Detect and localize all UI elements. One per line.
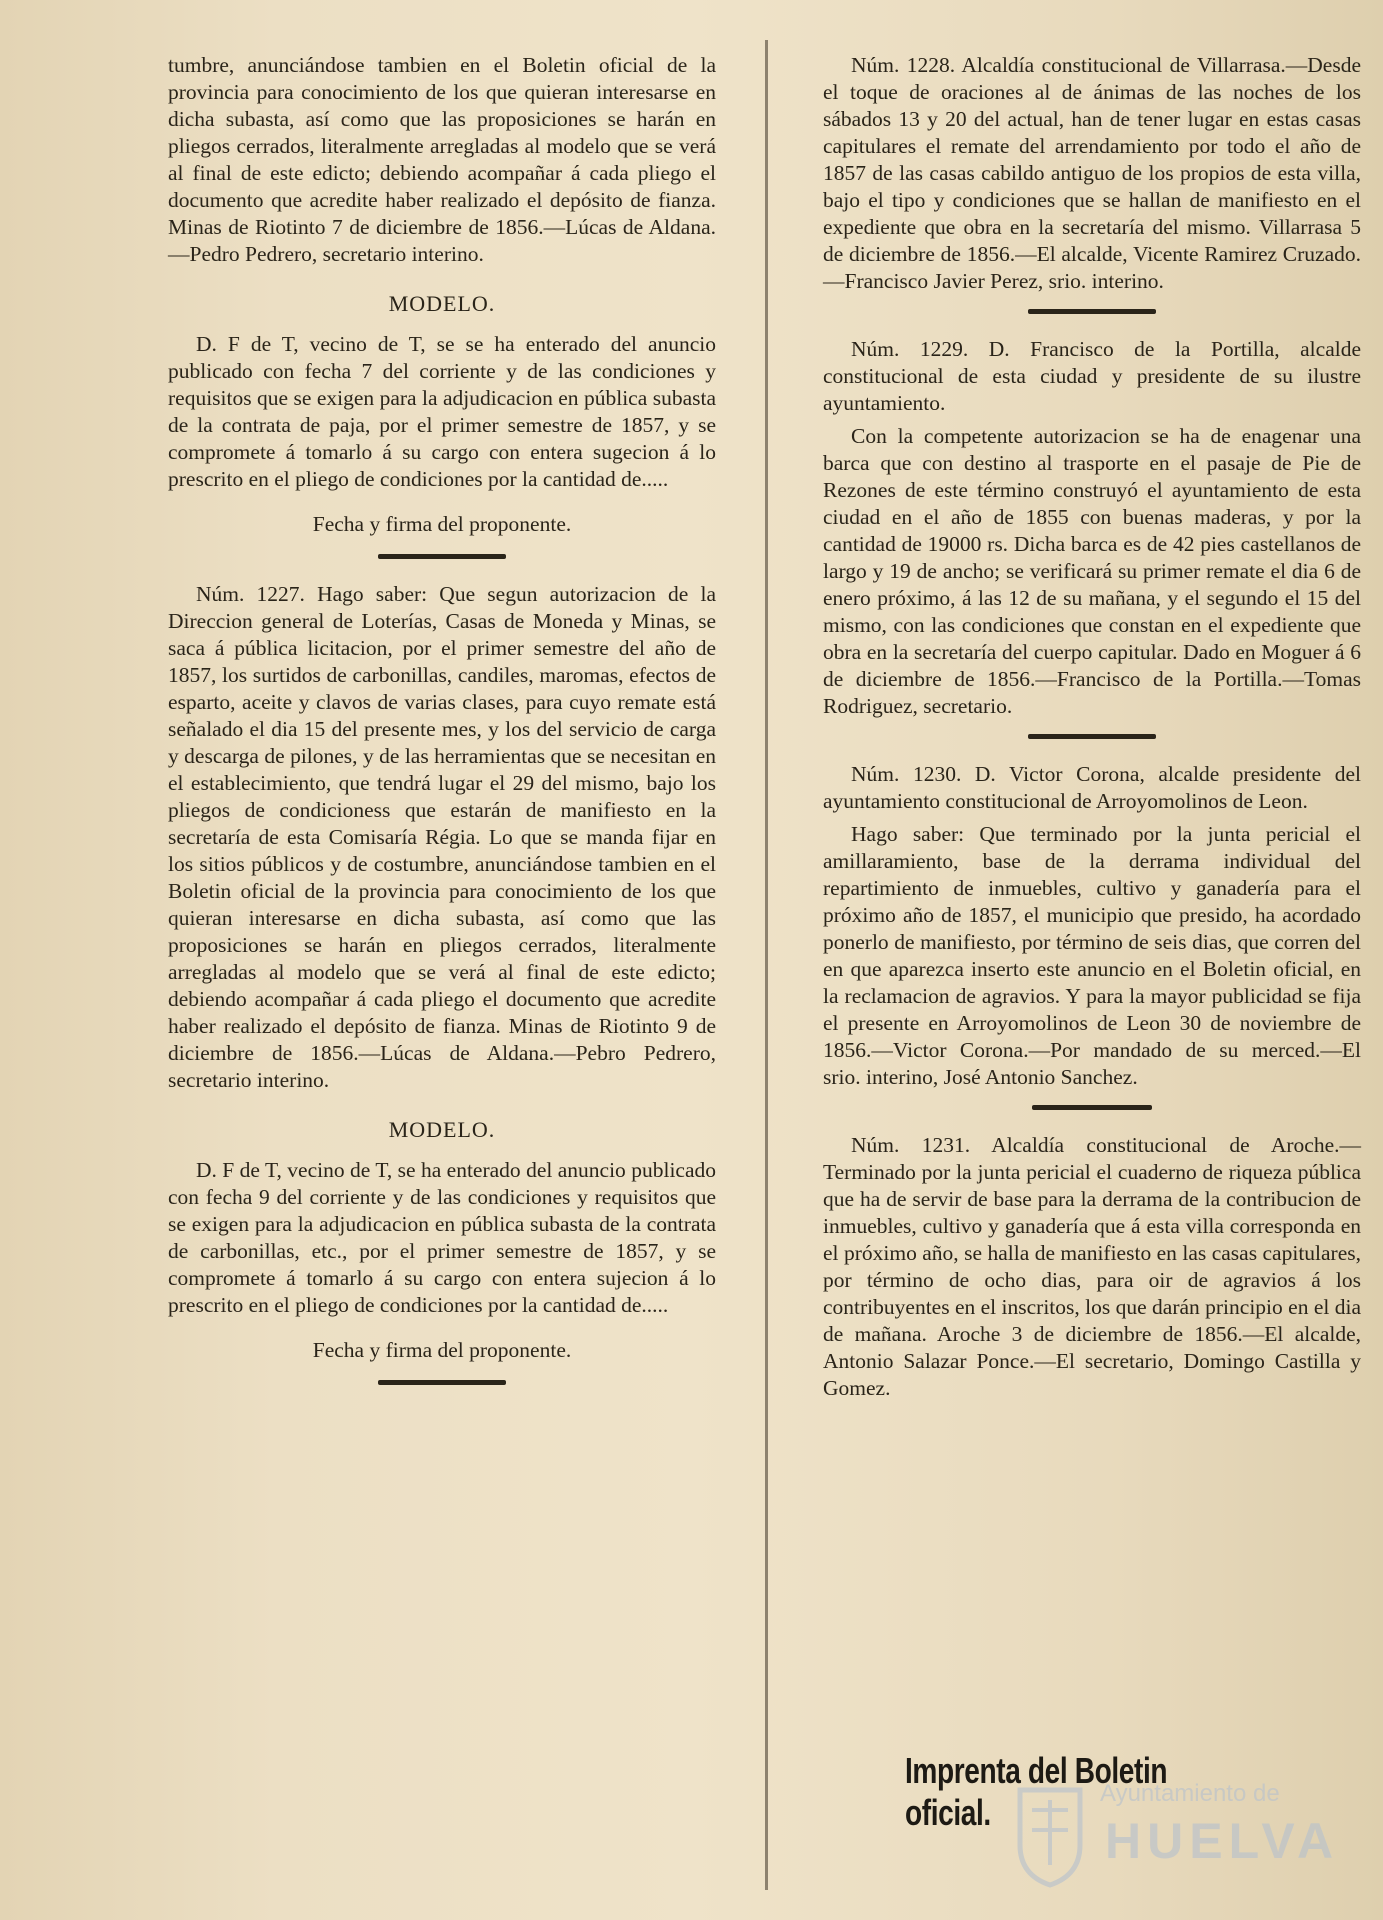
left-column — [168, 52, 716, 1407]
notice-1226-continuation: tumbre, anunciándose tambien en el Boletin oficial de la provincia para conocimiento de los que quieran interesarse en dicha subasta, así como que las proposiciones se harán en pliegos cerrados, literalmente arregladas al modelo que se verá al final de este edicto; debiendo acompañar á cada pliego el documento que acredite haber realizado el depósito de fianza. Minas de Riotinto 7 de diciembre de 1856.—Lúcas de Aldana.—Pedro Pedrero, secretario interino. — [168, 53, 716, 266]
notice-1228: Núm. 1228. Alcaldía constitucional de Villarrasa.—Desde el toque de oraciones al de ánimas de las noches de los sábados 13 y 20 del actual, han de tener lugar en estas casas capitulares el remate del arrendamiento por todo el año de 1857 de las casas cabildo antiguo de los propios de esta villa, bajo el tipo y condiciones que se hallan de manifiesto en el expediente que obra en la secretaría del mismo. Villarrasa 5 de diciembre de 1856.—El alcalde, Vicente Ramirez Cruzado.—Francisco Javier Perez, srio. interino. — [823, 53, 1361, 293]
section-rule — [1028, 734, 1156, 739]
column-divider — [765, 40, 768, 1890]
watermark-line-2: HUELVA — [1105, 1813, 1340, 1869]
section-rule — [1032, 1105, 1152, 1110]
right-column — [823, 52, 1361, 1408]
modelo-2-text: D. F de T, vecino de T, se ha enterado del anuncio publicado con fecha 9 del corriente y de las condiciones y requisitos que se exigen para la adjudicacion en pública subasta de la contrata de carbonillas, etc., por el primer semestre de 1857, y se compromete á tomarlo á su cargo con entera sujecion á lo prescrito en el pliego de condiciones por la cantidad de..... — [168, 1158, 716, 1317]
notice-1230-body: Hago saber: Que terminado por la junta pericial el amillaramiento, base de la derrama individual del repartimiento de inmuebles, cultivo y ganadería para el próximo año de 1857, el municipio que presido, ha acordado ponerlo de manifiesto, por término de seis dias, que corren del en que aparezca inserto este anuncio en el Boletin oficial, en la reclamacion de agravios. Y para la mayor publicidad se fija el presente en Arroyomolinos de Leon 30 de noviembre de 1856.—Victor Corona.—Por mandado de su merced.—El srio. interino, José Antonio Sanchez. — [823, 822, 1361, 1089]
section-rule — [378, 1380, 506, 1385]
modelo-1-text: D. F de T, vecino de T, se se ha enterado del anuncio publicado con fecha 7 del corriente y de las condiciones y requisitos que se exigen para la adjudicacion en pública subasta de la contrata de paja, por el primer semestre de 1857, y se compromete á tomarlo á su cargo con entera sugecion á lo prescrito en el pliego de condiciones por la cantidad de..... — [168, 332, 716, 491]
firma-1: Fecha y firma del proponente. — [312, 512, 572, 536]
notice-1229-heading: Núm. 1229. D. Francisco de la Portilla, alcalde constitucional de esta ciudad y presidente de su ilustre ayuntamiento. — [823, 337, 1361, 415]
notice-1227: Núm. 1227. Hago saber: Que segun autorizacion de la Direccion general de Loterías, Casas de Moneda y Minas, se saca á pública licitacion, por el primer semestre del año de 1857, los surtidos de carbonillas, candiles, maromas, efectos de esparto, aceite y clavos de varias clases, para cuyo remate está señalado el dia 15 del presente mes, y los del servicio de carga y descarga de pilones, y de las herramientas que se necesitan en el establecimiento, que tendrá lugar el 29 del mismo, bajo los pliegos de condicioness que estarán de manifiesto en la secretaría de esta Comisaría Régia. Lo que se manda fijar en los sitios públicos y de costumbre, anunciándose tambien en el Boletin oficial de la provincia para conocimiento de los que quieran interesarse en dicha subasta, así como que las proposiciones se harán en pliegos cerrados, literalmente arregladas al modelo que se verá al final de este edicto; debiendo acompañar á cada pliego el documento que acredite haber realizado el depósito de fianza. Minas de Riotinto 9 de diciembre de 1856.—Lúcas de Aldana.—Pebro Pedrero, secretario interino. — [168, 582, 716, 1092]
section-rule — [1028, 309, 1156, 314]
notice-1230-heading: Núm. 1230. D. Victor Corona, alcalde presidente del ayuntamiento constitucional de Arroyomolinos de Leon. — [823, 762, 1361, 813]
imprenta-footer: Imprenta del Boletin oficial. — [905, 1750, 1168, 1833]
firma-2: Fecha y firma del proponente. — [312, 1338, 572, 1362]
watermark-line-1: Ayuntamiento de — [1100, 1780, 1280, 1807]
modelo-2-title: MODELO. — [388, 1117, 496, 1142]
ayuntamiento-watermark — [1010, 1780, 1370, 1900]
city-crest-icon — [1010, 1780, 1090, 1890]
notice-1229-body: Con la competente autorizacion se ha de enagenar una barca que con destino al trasporte en el pasaje de Pie de Rezones de este término construyó el ayuntamiento de esta ciudad en el año de 1855 con buenas maderas, y por la cantidad de 19000 rs. Dicha barca es de 42 pies castellanos de largo y 19 de ancho; se verificará su primer remate el dia 6 de enero próximo, á las 12 de su mañana, y el segundo el 15 del mismo, con las condiciones que constan en el expediente que obra en la secretaría del cuerpo capitular. Dado en Moguer á 6 de diciembre de 1856.—Francisco de la Portilla.—Tomas Rodriguez, secretario. — [823, 424, 1361, 718]
notice-1231: Núm. 1231. Alcaldía constitucional de Aroche.—Terminado por la junta pericial el cuaderno de riqueza pública que ha de servir de base para la derrama de la contribucion de inmuebles, cultivo y ganadería que á esta villa corresponda en el próximo año, se halla de manifiesto en las casas capitulares, por término de ocho dias, para oir de agravios á los contribuyentes en el inscritos, los que darán principio en el dia de mañana. Aroche 3 de diciembre de 1856.—El alcalde, Antonio Salazar Ponce.—El secretario, Domingo Castilla y Gomez. — [823, 1133, 1361, 1400]
section-rule — [378, 554, 506, 559]
modelo-1-title: MODELO. — [388, 291, 496, 316]
